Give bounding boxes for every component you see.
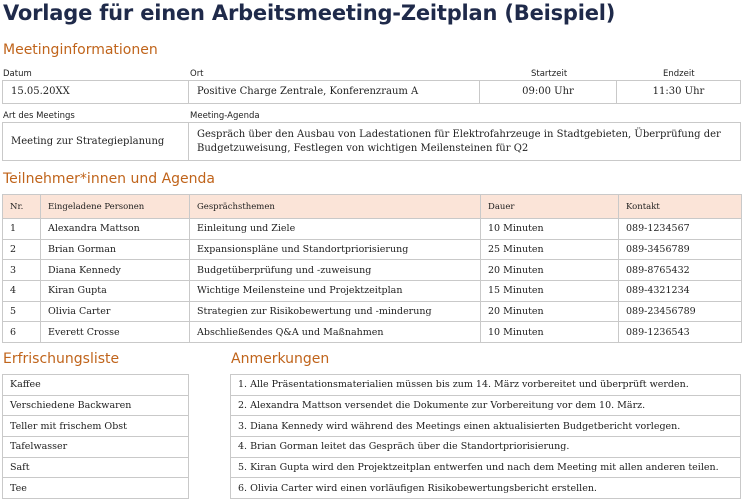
topic: Wichtige Meilensteine und Projektzeitplan: [190, 281, 481, 302]
list-item: [3, 457, 189, 478]
location-label: Ort: [190, 69, 204, 79]
meeting-type-field: Meeting zur Strategieplanung: [2, 122, 189, 161]
duration: 10 Minuten: [481, 322, 619, 343]
note-item: 3. Diana Kennedy wird während des Meetings einen aktualisierten Budgetbericht vorlegen.: [231, 416, 741, 437]
list-item: [231, 395, 741, 416]
table-row: [3, 219, 742, 240]
column-header-nr: Nr.: [3, 195, 41, 219]
participants-heading: Teilnehmer*innen und Agenda: [3, 171, 216, 187]
table-row: [3, 301, 742, 322]
person-name: Brian Gorman: [41, 239, 190, 260]
table-row: [3, 322, 742, 343]
duration: 20 Minuten: [481, 301, 619, 322]
row-number: 6: [3, 322, 41, 343]
note-item: 2. Alexandra Mattson versendet die Dokumente zur Vorbereitung vor dem 10. März.: [231, 395, 741, 416]
contact: 089-23456789: [619, 301, 742, 322]
list-item: [231, 416, 741, 437]
list-item: [231, 437, 741, 458]
end-time-label: Endzeit: [663, 69, 695, 79]
note-item: 1. Alle Präsentationsmaterialien müssen bis zum 14. März vorbereitet und überprüft werden.: [231, 375, 741, 396]
end-time-field: 11:30 Uhr: [616, 80, 741, 104]
row-number: 2: [3, 239, 41, 260]
start-time-field: 09:00 Uhr: [479, 80, 617, 104]
note-item: 4. Brian Gorman leitet das Gespräch über die Standortpriorisierung.: [231, 437, 741, 458]
participants-table: [2, 194, 742, 343]
date-field: 15.05.20XX: [2, 80, 189, 104]
topic: Expansionspläne und Standortpriorisierung: [190, 239, 481, 260]
duration: 20 Minuten: [481, 260, 619, 281]
duration: 25 Minuten: [481, 239, 619, 260]
list-item: [231, 457, 741, 478]
duration: 10 Minuten: [481, 219, 619, 240]
person-name: Olivia Carter: [41, 301, 190, 322]
meeting-type-label: Art des Meetings: [3, 111, 75, 121]
column-header-duration: Dauer: [481, 195, 619, 219]
contact: 089-1236543: [619, 322, 742, 343]
refreshments-list: [2, 374, 189, 499]
person-name: Everett Crosse: [41, 322, 190, 343]
refreshment-item: Saft: [3, 457, 189, 478]
duration: 15 Minuten: [481, 281, 619, 302]
person-name: Diana Kennedy: [41, 260, 190, 281]
topic: Einleitung und Ziele: [190, 219, 481, 240]
column-header-contact: Kontakt: [619, 195, 742, 219]
table-row: [3, 260, 742, 281]
topic: Budgetüberprüfung und -zuweisung: [190, 260, 481, 281]
list-item: [3, 437, 189, 458]
contact: 089-3456789: [619, 239, 742, 260]
refreshment-item: Teller mit frischem Obst: [3, 416, 189, 437]
start-time-label: Startzeit: [531, 69, 568, 79]
meeting-agenda-label: Meeting-Agenda: [190, 111, 260, 121]
contact: 089-1234567: [619, 219, 742, 240]
notes-heading: Anmerkungen: [231, 351, 330, 367]
list-item: [231, 375, 741, 396]
row-number: 4: [3, 281, 41, 302]
row-number: 3: [3, 260, 41, 281]
topic: Abschließendes Q&A und Maßnahmen: [190, 322, 481, 343]
list-item: [3, 416, 189, 437]
date-label: Datum: [3, 69, 32, 79]
refreshments-heading: Erfrischungsliste: [3, 351, 120, 367]
location-field: Positive Charge Zentrale, Konferenzraum A: [188, 80, 480, 104]
table-row: [3, 281, 742, 302]
row-number: 5: [3, 301, 41, 322]
meeting-agenda-field: Gespräch über den Ausbau von Ladestationen für Elektrofahrzeuge in Stadtgebieten, Überprüfung der Budgetzuweisung, Festlegen von wichtigen Meilensteinen für Q2: [188, 122, 741, 161]
table-row: [3, 239, 742, 260]
refreshment-item: Verschiedene Backwaren: [3, 395, 189, 416]
list-item: [3, 375, 189, 396]
list-item: [3, 478, 189, 499]
table-header-row: [3, 195, 742, 219]
topic: Strategien zur Risikobewertung und -minderung: [190, 301, 481, 322]
note-item: 6. Olivia Carter wird einen vorläufigen Risikobewertungsbericht erstellen.: [231, 478, 741, 499]
column-header-topics: Gesprächsthemen: [190, 195, 481, 219]
list-item: [3, 395, 189, 416]
meeting-info-heading: Meetinginformationen: [3, 42, 158, 58]
row-number: 1: [3, 219, 41, 240]
person-name: Kiran Gupta: [41, 281, 190, 302]
refreshment-item: Kaffee: [3, 375, 189, 396]
contact: 089-8765432: [619, 260, 742, 281]
page-title: Vorlage für einen Arbeitsmeeting-Zeitplan (Beispiel): [3, 1, 616, 25]
contact: 089-4321234: [619, 281, 742, 302]
list-item: [231, 478, 741, 499]
note-item: 5. Kiran Gupta wird den Projektzeitplan entwerfen und nach dem Meeting mit allen anderen teilen.: [231, 457, 741, 478]
notes-list: [230, 374, 741, 499]
refreshment-item: Tee: [3, 478, 189, 499]
person-name: Alexandra Mattson: [41, 219, 190, 240]
column-header-persons: Eingeladene Personen: [41, 195, 190, 219]
refreshment-item: Tafelwasser: [3, 437, 189, 458]
